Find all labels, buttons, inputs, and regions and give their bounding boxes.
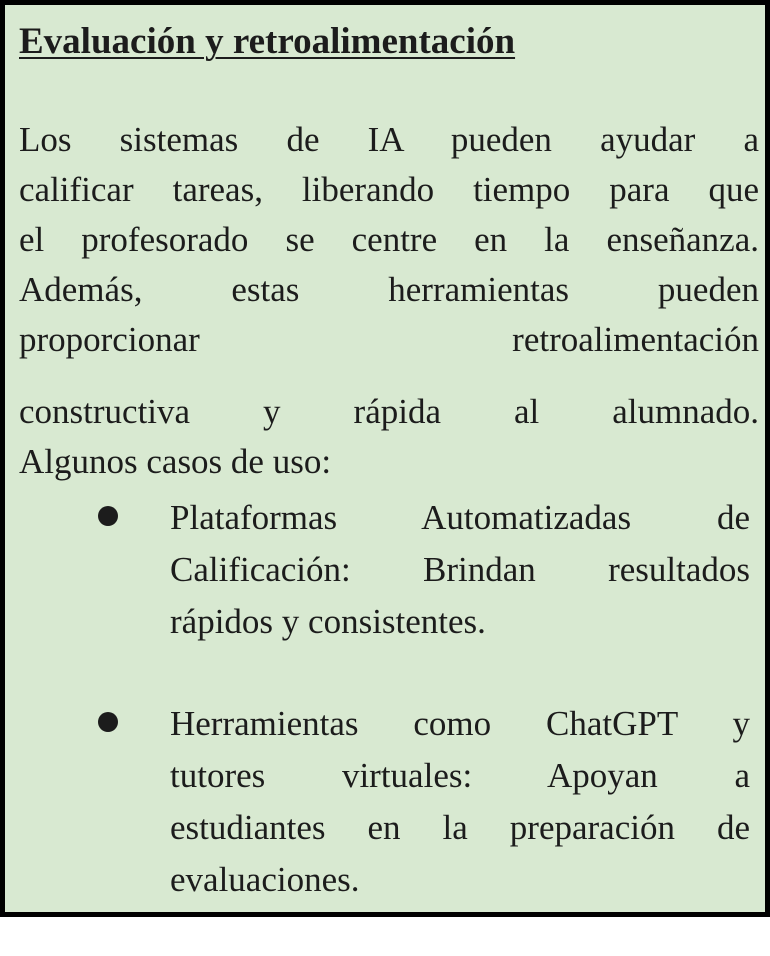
list-item-line: Plataformas Automatizadas de <box>170 498 750 537</box>
paragraph-line: proporcionar retroalimentación <box>19 320 759 359</box>
list-item-line: estudiantes en la preparación de <box>170 808 750 847</box>
list-item-text <box>170 492 750 648</box>
bullet-dot-icon <box>98 712 118 732</box>
paragraph-line: constructiva y rápida al alumnado. <box>19 392 759 431</box>
list-item-line: evaluaciones. <box>170 860 360 899</box>
list-item-line: Calificación: Brindan resultados <box>170 550 750 589</box>
list-item-line: rápidos y consistentes. <box>170 602 486 641</box>
bullet-dot-icon <box>98 506 118 526</box>
paragraph-line: Algunos casos de uso: <box>19 442 332 481</box>
list-item-text <box>170 698 750 906</box>
paragraph-line: el profesorado se centre en la enseñanza. <box>19 220 759 259</box>
paragraph-gap <box>19 365 759 387</box>
paragraph-line: Además, estas herramientas pueden <box>19 270 759 309</box>
list-item <box>5 492 770 648</box>
list-item <box>5 698 770 906</box>
list-item-line: tutores virtuales: Apoyan a <box>170 756 750 795</box>
paragraph-line: calificar tareas, liberando tiempo para que <box>19 170 759 209</box>
intro-paragraph <box>19 115 759 487</box>
section-title: Evaluación y retroalimentación <box>19 21 516 62</box>
use-case-list <box>5 492 770 956</box>
paragraph-line: Los sistemas de IA pueden ayudar a <box>19 120 759 159</box>
list-item-line: Herramientas como ChatGPT y <box>170 704 750 743</box>
